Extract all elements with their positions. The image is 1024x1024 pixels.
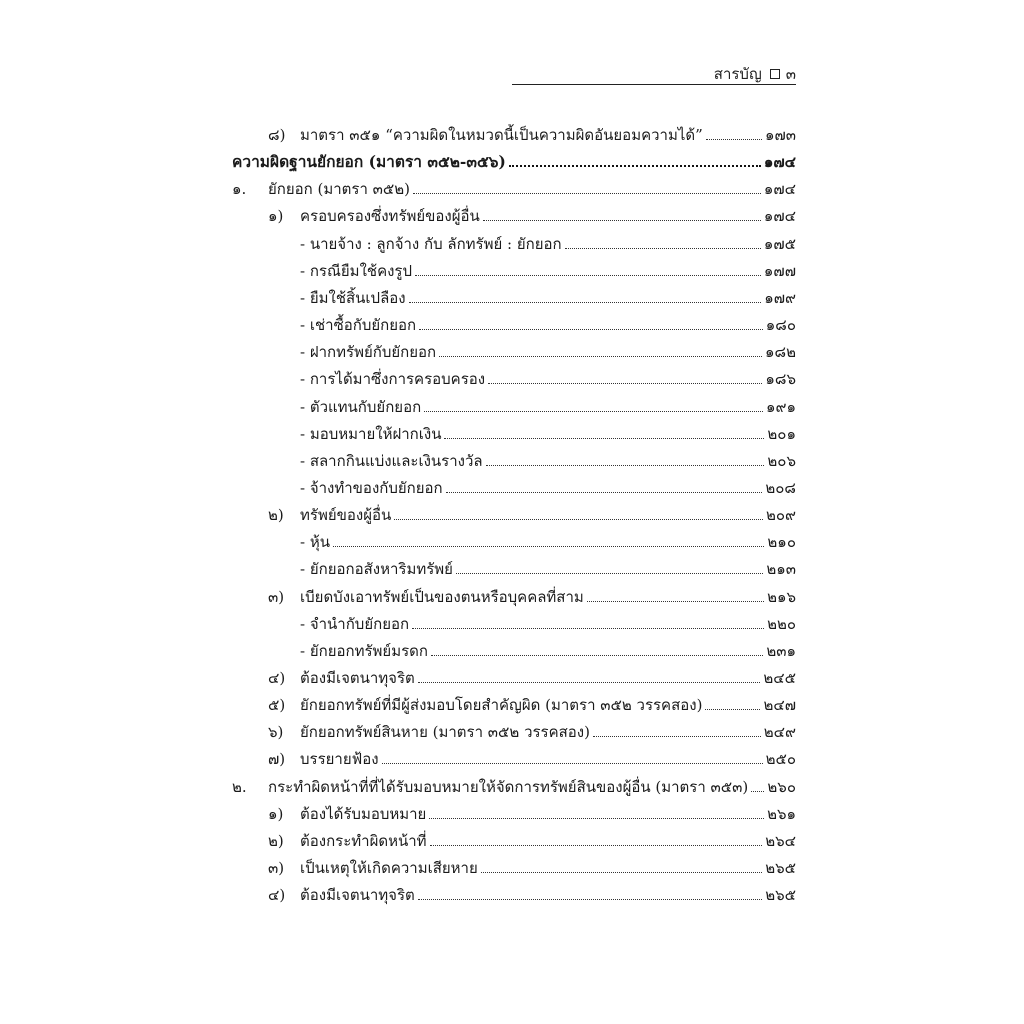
toc-entry-number: ๓) (268, 587, 285, 606)
dot-leader (429, 818, 764, 819)
toc-entry-label: บรรยายฟ้อง (300, 750, 379, 769)
dot-leader (706, 139, 762, 140)
toc-entry-page: ๒๑๖ (767, 587, 796, 606)
page-number: ๓ (785, 65, 796, 83)
toc-entry[interactable] (300, 744, 796, 768)
dot-leader (418, 899, 762, 900)
toc-entry-label: เป็นเหตุให้เกิดความเสียหาย (300, 859, 478, 878)
toc-entry[interactable] (300, 799, 796, 823)
dot-leader (705, 709, 760, 710)
dot-leader (430, 845, 763, 846)
dot-leader (509, 165, 761, 167)
toc-entry-label: - จำนำกับยักยอก (300, 614, 410, 633)
toc-entry-number: ๗) (268, 750, 286, 769)
toc-entry-page: ๑๗๙ (764, 288, 796, 307)
toc-entry-number: ๑. (232, 180, 247, 199)
toc-entry-label: - ฝากทรัพย์กับยักยอก (300, 343, 437, 362)
dot-leader (333, 546, 764, 547)
toc-entry-page: ๑๙๑ (765, 397, 796, 416)
toc-entry-page: ๑๗๓ (764, 126, 796, 144)
dot-leader (481, 872, 762, 873)
running-title: สารบัญ (713, 65, 762, 83)
toc-entry[interactable] (300, 283, 796, 307)
toc-entry-page: ๒๖๑ (767, 804, 796, 823)
toc-entry-label: ยักยอกทรัพย์ที่มีผู้ส่งมอบโดยสำคัญผิด (มาตรา ๓๕๒ วรรคสอง) (300, 696, 703, 715)
toc-entry[interactable] (300, 853, 796, 877)
toc-entry-page: ๒๑๐ (767, 533, 796, 552)
toc-entry-label: - ยักยอกทรัพย์มรดก (300, 641, 428, 660)
toc-entry[interactable] (268, 772, 796, 796)
dot-leader (587, 601, 764, 602)
toc-entry-page: ๑๗๕ (763, 234, 796, 253)
toc-entry-page: ๑๘๐ (765, 316, 796, 335)
toc-entry[interactable] (300, 364, 796, 388)
toc-section-heading[interactable] (232, 147, 796, 171)
toc-entry-number: ๓) (268, 859, 285, 878)
dot-leader (486, 465, 765, 466)
toc-entry-page: ๑๗๔ (763, 180, 796, 199)
dot-leader (382, 763, 763, 764)
toc-entry[interactable] (300, 201, 796, 225)
toc-entry-page: ๒๐๖ (767, 451, 796, 470)
dot-leader (593, 736, 761, 737)
toc-entry-label: - การได้มาซึ่งการครอบครอง (300, 370, 486, 389)
dot-leader (431, 655, 763, 656)
toc-entry-number: ๒) (268, 831, 284, 850)
toc-entry-label: ทรัพย์ของผู้อื่น (300, 506, 392, 525)
toc-entry-label: - มอบหมายให้ฝากเงิน (300, 424, 442, 443)
toc-entry-page: ๒๖๕ (765, 859, 796, 878)
toc-entry[interactable] (300, 690, 796, 714)
toc-entry-label: - ยักยอกอสังหาริมทรัพย์ (300, 560, 453, 579)
toc-entry[interactable] (300, 636, 796, 660)
toc-entry-page: ๒๔๕ (763, 669, 796, 687)
toc-entry-page: ๒๐๙ (765, 506, 796, 525)
dot-leader (446, 492, 763, 493)
dot-leader (444, 438, 764, 439)
toc-entry[interactable] (300, 663, 796, 687)
toc-entry-page: ๑๗๔ (763, 207, 796, 226)
toc-entry[interactable] (300, 446, 796, 470)
toc-entry-page: ๒๕๐ (765, 750, 796, 769)
toc-entry-page: ๒๒๐ (767, 614, 796, 633)
toc-entry-number: ๕) (268, 696, 286, 715)
toc-entry-label: กระทำผิดหน้าที่ที่ได้รับมอบหมายให้จัดการทรัพย์สินของผู้อื่น (มาตรา ๓๕๓) (268, 777, 749, 796)
toc-entry-page: ๑๗๔ (763, 153, 796, 172)
dot-leader (565, 248, 761, 249)
toc-entry-page: ๒๐๑ (767, 424, 796, 443)
toc-entry-label: - ยืมใช้สิ้นเปลือง (300, 288, 406, 307)
toc-entry[interactable] (300, 473, 796, 497)
dot-leader (418, 682, 761, 683)
toc-entry[interactable] (300, 500, 796, 524)
toc-entry-number: ๒) (268, 506, 284, 525)
dot-leader (424, 411, 763, 412)
toc-entry[interactable] (300, 419, 796, 443)
toc-entry[interactable] (300, 826, 796, 850)
toc-entry-page: ๒๐๘ (765, 478, 796, 497)
toc-entry-label: ต้องมีเจตนาทุจริต (300, 669, 415, 687)
toc-entry[interactable] (300, 310, 796, 334)
dot-leader (412, 628, 764, 629)
toc-entry-number: ๒. (232, 777, 247, 796)
toc-entry-page: ๒๖๐ (767, 777, 796, 796)
dot-leader (409, 302, 762, 303)
toc-entry-label: ต้องกระทำผิดหน้าที่ (300, 831, 427, 850)
toc-entry[interactable] (300, 582, 796, 606)
toc-entry-number: ๔) (268, 669, 286, 687)
toc-entry-label: ต้องได้รับมอบหมาย (300, 804, 427, 823)
toc-entry[interactable] (300, 229, 796, 253)
toc-entry-label: - สลากกินแบ่งและเงินรางวัล (300, 451, 483, 470)
toc-entry-label: ยักยอก (มาตรา ๓๕๒) (268, 180, 411, 199)
dot-leader (439, 356, 762, 357)
toc-entry-page: ๑๗๗ (763, 261, 796, 280)
toc-entry-label: - กรณียืมใช้คงรูป (300, 261, 413, 280)
toc-entry-label: - จ้างทำของกับยักยอก (300, 478, 443, 497)
toc-entry[interactable] (300, 337, 796, 361)
toc-entry-number: ๑) (268, 804, 284, 823)
toc-entry-page: ๒๓๑ (766, 641, 796, 660)
dot-leader (394, 519, 763, 520)
toc-entry-page: ๒๑๓ (766, 560, 796, 579)
toc-entry-page: ๑๘๒ (765, 343, 796, 362)
toc-entry-page: ๒๖๕ (765, 886, 796, 905)
toc-entry[interactable] (300, 392, 796, 416)
toc-entry[interactable] (268, 174, 796, 198)
toc-entry-number: ๑) (268, 207, 284, 226)
toc-entry-page: ๒๔๙ (763, 723, 796, 742)
dot-leader (751, 791, 764, 792)
toc-entry[interactable] (300, 256, 796, 280)
toc-entry-label: - หุ้น (300, 533, 330, 552)
toc-entry-number: ๘) (268, 126, 286, 144)
dot-leader (488, 383, 762, 384)
toc-entry[interactable] (300, 554, 796, 578)
dot-leader (483, 220, 761, 221)
toc-entry-label: มาตรา ๓๕๑ “ความผิดในหมวดนี้เป็นความผิดอันยอมความได้” (300, 126, 703, 144)
toc-entry-label: ครอบครองซึ่งทรัพย์ของผู้อื่น (300, 207, 480, 226)
toc-entry-label: - ตัวแทนกับยักยอก (300, 397, 422, 416)
dot-leader (419, 329, 763, 330)
toc-entry[interactable] (300, 609, 796, 633)
toc-entry-label: ยักยอกทรัพย์สินหาย (มาตรา ๓๕๒ วรรคสอง) (300, 723, 590, 742)
toc-entry-label: ความผิดฐานยักยอก (มาตรา ๓๕๒-๓๕๖) (232, 152, 506, 172)
toc-entry[interactable] (300, 120, 796, 144)
toc-entry-label: - นายจ้าง : ลูกจ้าง กับ ลักทรัพย์ : ยักยอก (300, 234, 562, 253)
toc-entry[interactable] (300, 527, 796, 551)
toc-entry-page: ๒๖๔ (765, 831, 796, 850)
toc-entry-number: ๖) (268, 723, 284, 742)
dot-leader (415, 275, 761, 276)
toc-entry[interactable] (300, 717, 796, 741)
dot-leader (456, 573, 763, 574)
toc-entry-label: ต้องมีเจตนาทุจริต (300, 886, 415, 905)
toc-entry-number: ๔) (268, 886, 286, 905)
toc-entry-label: - เช่าซื้อกับยักยอก (300, 316, 417, 335)
toc-entry-page: ๒๔๗ (763, 696, 796, 715)
toc-entry-label: เบียดบังเอาทรัพย์เป็นของตนหรือบุคคลที่สาม (300, 587, 584, 606)
toc-entry-page: ๑๘๖ (765, 370, 796, 389)
toc-entry[interactable] (300, 880, 796, 904)
dot-leader (413, 193, 761, 194)
